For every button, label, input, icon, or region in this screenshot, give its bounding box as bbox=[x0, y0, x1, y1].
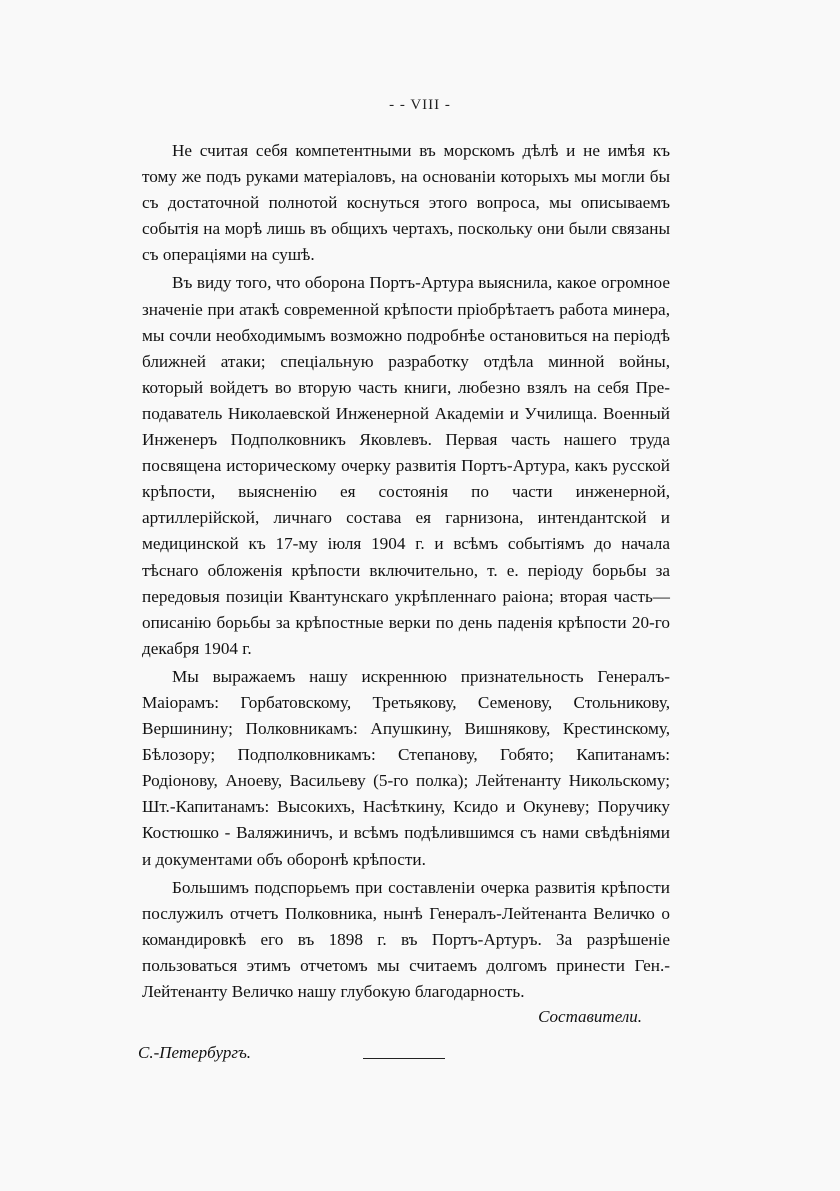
divider-rule bbox=[363, 1058, 445, 1059]
signature: Составители. bbox=[538, 1007, 642, 1027]
signature-row bbox=[142, 1007, 670, 1035]
page-number: - - VIII - bbox=[389, 97, 451, 113]
preface-text bbox=[142, 138, 670, 1035]
place-line: С.-Петербургъ. bbox=[138, 1043, 252, 1062]
paragraph-acknowledgements: Мы выражаемъ нашу искреннюю признательность Генералъ-Маіорамъ: Горбатовскому, Третьякову, Семенову, Стольникову, Вершинину; Полковникамъ: Апушкину, Вишнякову, Крестинскому, Бѣлозору; Подполковникамъ: Степанову, Гобято; Капитанамъ: Родіонову, Аноеву, Васильеву (5-го полка); Лейтенанту Никольскому; Шт.-Капитанамъ: Высокихъ, Насѣткину, Ксидо и Окуневу; Поручику Костюшко - Валяжиничъ, и всѣмъ подѣлившимся съ нами свѣдѣніями и документами объ оборонѣ крѣпости. bbox=[142, 666, 670, 869]
paragraph-report: Большимъ подспорьемъ при составленіи очерка развитія крѣпости послужилъ отчетъ Полковника, нынѣ Генералъ-Лейтенанта Величко о командировкѣ его въ 1898 г. въ Портъ-Артуръ. За разрѣшеніе пользоваться этимъ отчетомъ мы считаемъ долгомъ принести Ген.-Лейтенанту Величко нашу глубокую благодарность. bbox=[142, 877, 670, 1001]
paragraph-naval: Не считая себя компетентными въ морскомъ дѣлѣ и не имѣя къ тому же подъ руками матеріаловъ, на основаніи которыхъ мы могли бы съ достаточной полнотой коснуться этого вопроса, мы описываемъ событія на морѣ лишь въ общихъ чертахъ, поскольку они были связаны съ операціями на сушѣ. bbox=[142, 141, 670, 265]
paragraph-mining: Въ виду того, что оборона Портъ-Артура выяснила, какое огромное значеніе при атакѣ современной крѣпости пріобрѣтаетъ работа минера, мы сочли необходимымъ возможно подробнѣе остановиться на періодѣ ближней атаки; спеціальную разработку отдѣла минной войны, который войдетъ во вторую часть книги, любезно взялъ на себя Преподаватель Николаевской Инженерной Академіи и Училища. Военный Инженеръ Подполковникъ Яковлевъ. Первая часть нашего труда посвящена историческому очерку развитія Портъ-Артура, какъ русской крѣпости, выясненію ея состоянія по части инженерной, артиллерійской, личнаго состава ея гарнизона, интендантской и медицинской къ 17-му іюля 1904 г. и всѣмъ событіямъ до начала тѣснаго обложенія крѣпости включительно, т. е. періоду борьбы за передовыя позиціи Квантунскаго укрѣпленнаго раіона; вторая часть—описанію борьбы за крѣпостные верки по день паденія крѣпости 20-го декабря 1904 г. bbox=[142, 273, 670, 658]
